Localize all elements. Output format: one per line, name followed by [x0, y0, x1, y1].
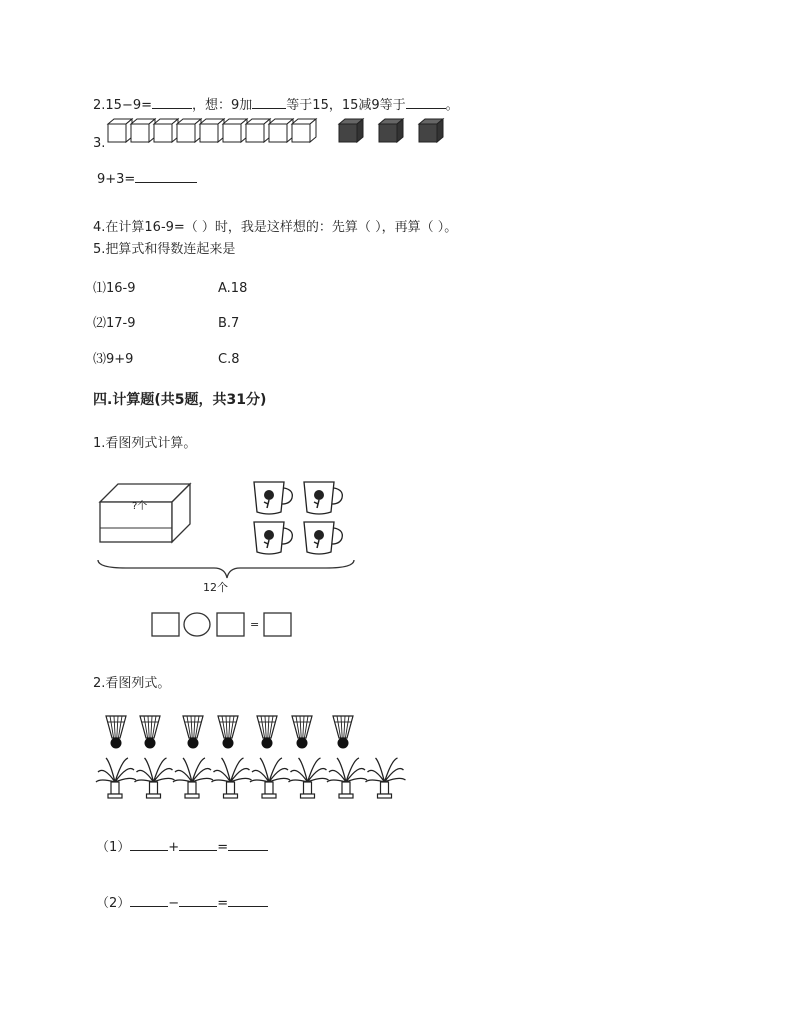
- section-title: 四.计算题(共5题，共31分): [93, 392, 267, 408]
- dark-cube: [339, 119, 363, 142]
- equals-sign: =: [217, 896, 229, 911]
- plus-sign: +: [168, 840, 180, 855]
- q5-right-2[interactable]: B.7: [218, 316, 240, 331]
- answer-blank[interactable]: [130, 838, 168, 851]
- answer-blank[interactable]: [406, 96, 446, 109]
- plant-icon: [327, 758, 367, 798]
- white-cube: [246, 119, 270, 142]
- question-3-number: 3.: [93, 136, 106, 151]
- question-2: [93, 96, 459, 114]
- equation-shapes[interactable]: [150, 612, 295, 638]
- shuttlecock-icon: [140, 716, 160, 749]
- gift-box-figure: [100, 484, 192, 546]
- answer-blank[interactable]: [135, 170, 197, 183]
- shuttlecock-icon: [292, 716, 312, 749]
- shuttlecocks-figure: [100, 714, 370, 750]
- shuttlecock-icon: [333, 716, 353, 749]
- white-cube: [154, 119, 178, 142]
- dark-cube: [379, 119, 403, 142]
- white-cube: [108, 119, 132, 142]
- plant-icon: [96, 758, 136, 798]
- total-brace: [96, 558, 358, 580]
- plants-figure: [94, 756, 404, 802]
- p2-row-1: [96, 838, 268, 856]
- q2-part-a: 2.15−9=: [93, 98, 153, 113]
- answer-blank[interactable]: [130, 894, 168, 907]
- dark-cube: [419, 119, 443, 142]
- row-label: （2）: [96, 896, 131, 911]
- plant-icon: [250, 758, 290, 798]
- cup-icon: [304, 522, 342, 554]
- answer-blank[interactable]: [228, 838, 268, 851]
- plant-icon: [289, 758, 329, 798]
- question-5-title: 5.把算式和得数连起来是: [93, 242, 236, 257]
- answer-blank[interactable]: [152, 96, 192, 109]
- equals-sign: =: [250, 618, 260, 631]
- answer-square: [152, 613, 179, 636]
- shuttlecock-icon: [218, 716, 238, 749]
- cups-figure: [250, 478, 350, 558]
- cup-icon: [304, 482, 342, 514]
- white-cube: [292, 119, 316, 142]
- answer-blank[interactable]: [179, 838, 217, 851]
- plant-icon: [212, 758, 252, 798]
- plant-icon: [366, 758, 406, 798]
- question-4: 4.在计算16-9=（ ）时，我是这样想的：先算（ ），再算（ ）。: [93, 220, 458, 235]
- shuttlecock-icon: [183, 716, 203, 749]
- cubes-figure: [108, 118, 448, 144]
- white-cube: [223, 119, 247, 142]
- row-label: （1）: [96, 840, 131, 855]
- white-cube: [131, 119, 155, 142]
- problem-1-title: 1.看图列式计算。: [93, 436, 197, 451]
- plant-icon: [135, 758, 175, 798]
- question-3-expression: [97, 170, 197, 188]
- white-cube: [269, 119, 293, 142]
- answer-blank[interactable]: [228, 894, 268, 907]
- cup-icon: [254, 482, 292, 514]
- operator-circle: [184, 613, 210, 636]
- q2-part-c: 等于15，15减9等于: [286, 98, 406, 113]
- plant-icon: [173, 758, 213, 798]
- q5-left-3[interactable]: ⑶9+9: [93, 352, 134, 367]
- q5-right-3[interactable]: C.8: [218, 352, 240, 367]
- q3-expr: 9+3=: [97, 172, 136, 187]
- answer-square: [217, 613, 244, 636]
- cup-icon: [254, 522, 292, 554]
- answer-blank[interactable]: [179, 894, 217, 907]
- box-unknown-label: ?个: [132, 501, 148, 512]
- answer-square: [264, 613, 291, 636]
- answer-blank[interactable]: [252, 96, 286, 109]
- equals-sign: =: [217, 840, 229, 855]
- p2-row-2: [96, 894, 268, 912]
- minus-sign: −: [168, 896, 180, 911]
- white-cube: [200, 119, 224, 142]
- total-label: 12个: [203, 581, 228, 594]
- problem-2-title: 2.看图列式。: [93, 676, 171, 691]
- q5-left-2[interactable]: ⑵17-9: [93, 316, 136, 331]
- q5-left-1[interactable]: ⑴16-9: [93, 281, 136, 296]
- white-cube: [177, 119, 201, 142]
- q2-part-b: ，想：9加: [192, 98, 253, 113]
- q2-part-d: 。: [445, 98, 459, 113]
- q5-right-1[interactable]: A.18: [218, 281, 248, 296]
- shuttlecock-icon: [257, 716, 277, 749]
- shuttlecock-icon: [106, 716, 126, 749]
